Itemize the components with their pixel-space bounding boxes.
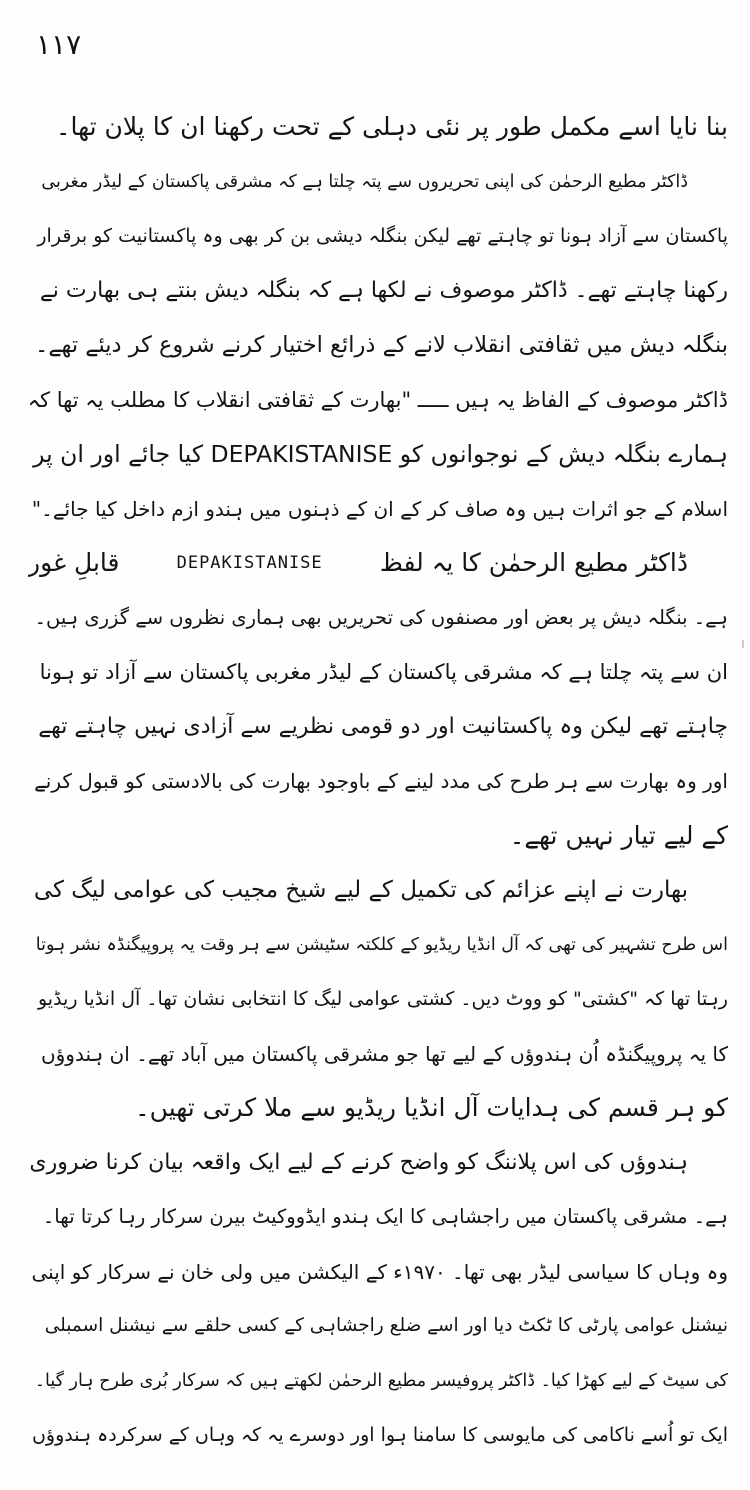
text-line: وہ وہاں کا سیاسی لیڈر بھی تھا۔ ۱۹۷۰ء کے الیکشن میں ولی خان نے سرکار کو اپنی (31, 1259, 728, 1284)
term-remark: قابلِ غور (28, 548, 120, 577)
paragraph-start-line: ہندوؤں کی اس پلاننگ کو واضح کرنے کے لیے ایک واقعہ بیان کرنا ضروری (29, 1149, 688, 1175)
text-line: اسلام کے جو اثرات ہیں وہ صاف کر کے ان کے ذہنوں میں ہندو ازم داخل کیا جائے۔" (31, 496, 728, 521)
text-line: نیشنل عوامی پارٹی کا ٹکٹ دیا اور اسے ضلع راجشاہی کے کسی حلقے سے نیشنل اسمبلی (44, 1315, 728, 1336)
text-line: پاکستان سے آزاد ہونا تو چاہتے تھے لیکن بنگلہ دیشی بن کر بھی وہ پاکستانیت کو برقرار (37, 225, 728, 247)
text-line: چاہتے تھے لیکن وہ پاکستانیت اور دو قومی نظریے سے آزادی نہیں چاہتے تھے (38, 713, 728, 739)
body-text (28, 100, 728, 1463)
text-line: بنگلہ دیش میں ثقافتی انقلاب لانے کے ذرائع اختیار کرنے شروع کر دیئے تھے۔ (35, 332, 728, 358)
term-intro: ڈاکٹر مطیع الرحمٰن کا یہ لفظ (379, 548, 688, 577)
text-line: بنا نایا اسے مکمل طور پر نئی دہلی کے تحت رکھنا ان کا پلان تھا۔ (55, 112, 728, 141)
text-line: ایک تو اُسے ناکامی کی مایوسی کا سامنا ہوا اور دوسرے یہ کہ وہاں کے سرکردہ ہندوؤں (31, 1424, 728, 1446)
text-line: کی سیٹ کے لیے کھڑا کیا۔ ڈاکٹر پروفیسر مطیع الرحمٰن لکھتے ہیں کہ سرکار بُری طرح ہار گیا۔ (34, 1370, 728, 1391)
text-line: ہے۔ بنگلہ دیش پر بعض اور مصنفوں کی تحریریں بھی ہماری نظروں سے گزری ہیں۔ (34, 605, 728, 629)
margin-mark (742, 640, 744, 648)
text-line: کا یہ پروپیگنڈہ اُن ہندوؤں کے لیے تھا جو مشرقی پاکستان میں آباد تھے۔ ان ہندوؤں (40, 1041, 728, 1066)
paragraph-start-line: ڈاکٹر مطیع الرحمٰن کی اپنی تحریروں سے پتہ چلتا ہے کہ مشرقی پاکستان کے لیڈر مغربی (41, 171, 688, 192)
english-term: DEPAKISTANISE (176, 553, 323, 573)
text-line: ان سے پتہ چلتا ہے کہ مشرقی پاکستان کے لیڈر مغربی پاکستان سے آزاد تو ہونا (39, 660, 728, 684)
highlighted-term-line (28, 536, 728, 591)
text-line: اس طرح تشہیر کی تھی کہ آل انڈیا ریڈیو کے کلکتہ سٹیشن سے ہر وقت یہ پروپیگنڈہ نشر ہوتا (35, 934, 728, 955)
text-line: ہمارے بنگلہ دیش کے نوجوانوں کو DEPAKISTANISE کیا جائے اور ان پر (33, 440, 728, 468)
text-line: ہے۔ مشرقی پاکستان میں راجشاہی کا ایک ہندو ایڈووکیٹ بیرن سرکار رہا کرتا تھا۔ (42, 1205, 728, 1228)
text-line: رکھنا چاہتے تھے۔ ڈاکٹر موصوف نے لکھا ہے کہ بنگلہ دیش بنتے ہی بھارت نے (39, 277, 728, 303)
paragraph-start-line: بھارت نے اپنے عزائم کی تکمیل کے لیے شیخ مجیب کی عوامی لیگ کی (33, 877, 688, 903)
text-line: رہتا تھا کہ "کشتی" کو ووٹ دیں۔ کشتی عوامی لیگ کا انتخابی نشان تھا۔ آل انڈیا ریڈیو (37, 988, 728, 1010)
page-number: ۱۱۷ (36, 28, 82, 61)
text-line: کو ہر قسم کی ہدایات آل انڈیا ریڈیو سے ملا کرتی تھیں۔ (135, 1093, 728, 1122)
text-line: اور وہ بھارت سے ہر طرح کی مدد لینے کے باوجود بھارت کی بالادستی کو قبول کرنے (34, 769, 728, 793)
text-line: ڈاکٹر موصوف کے الفاظ یہ ہیں ـــــ "بھارت کے ثقافتی انقلاب کا مطلب یہ تھا کہ (28, 387, 728, 412)
text-line: کے لیے تیار نہیں تھے۔ (509, 820, 728, 850)
